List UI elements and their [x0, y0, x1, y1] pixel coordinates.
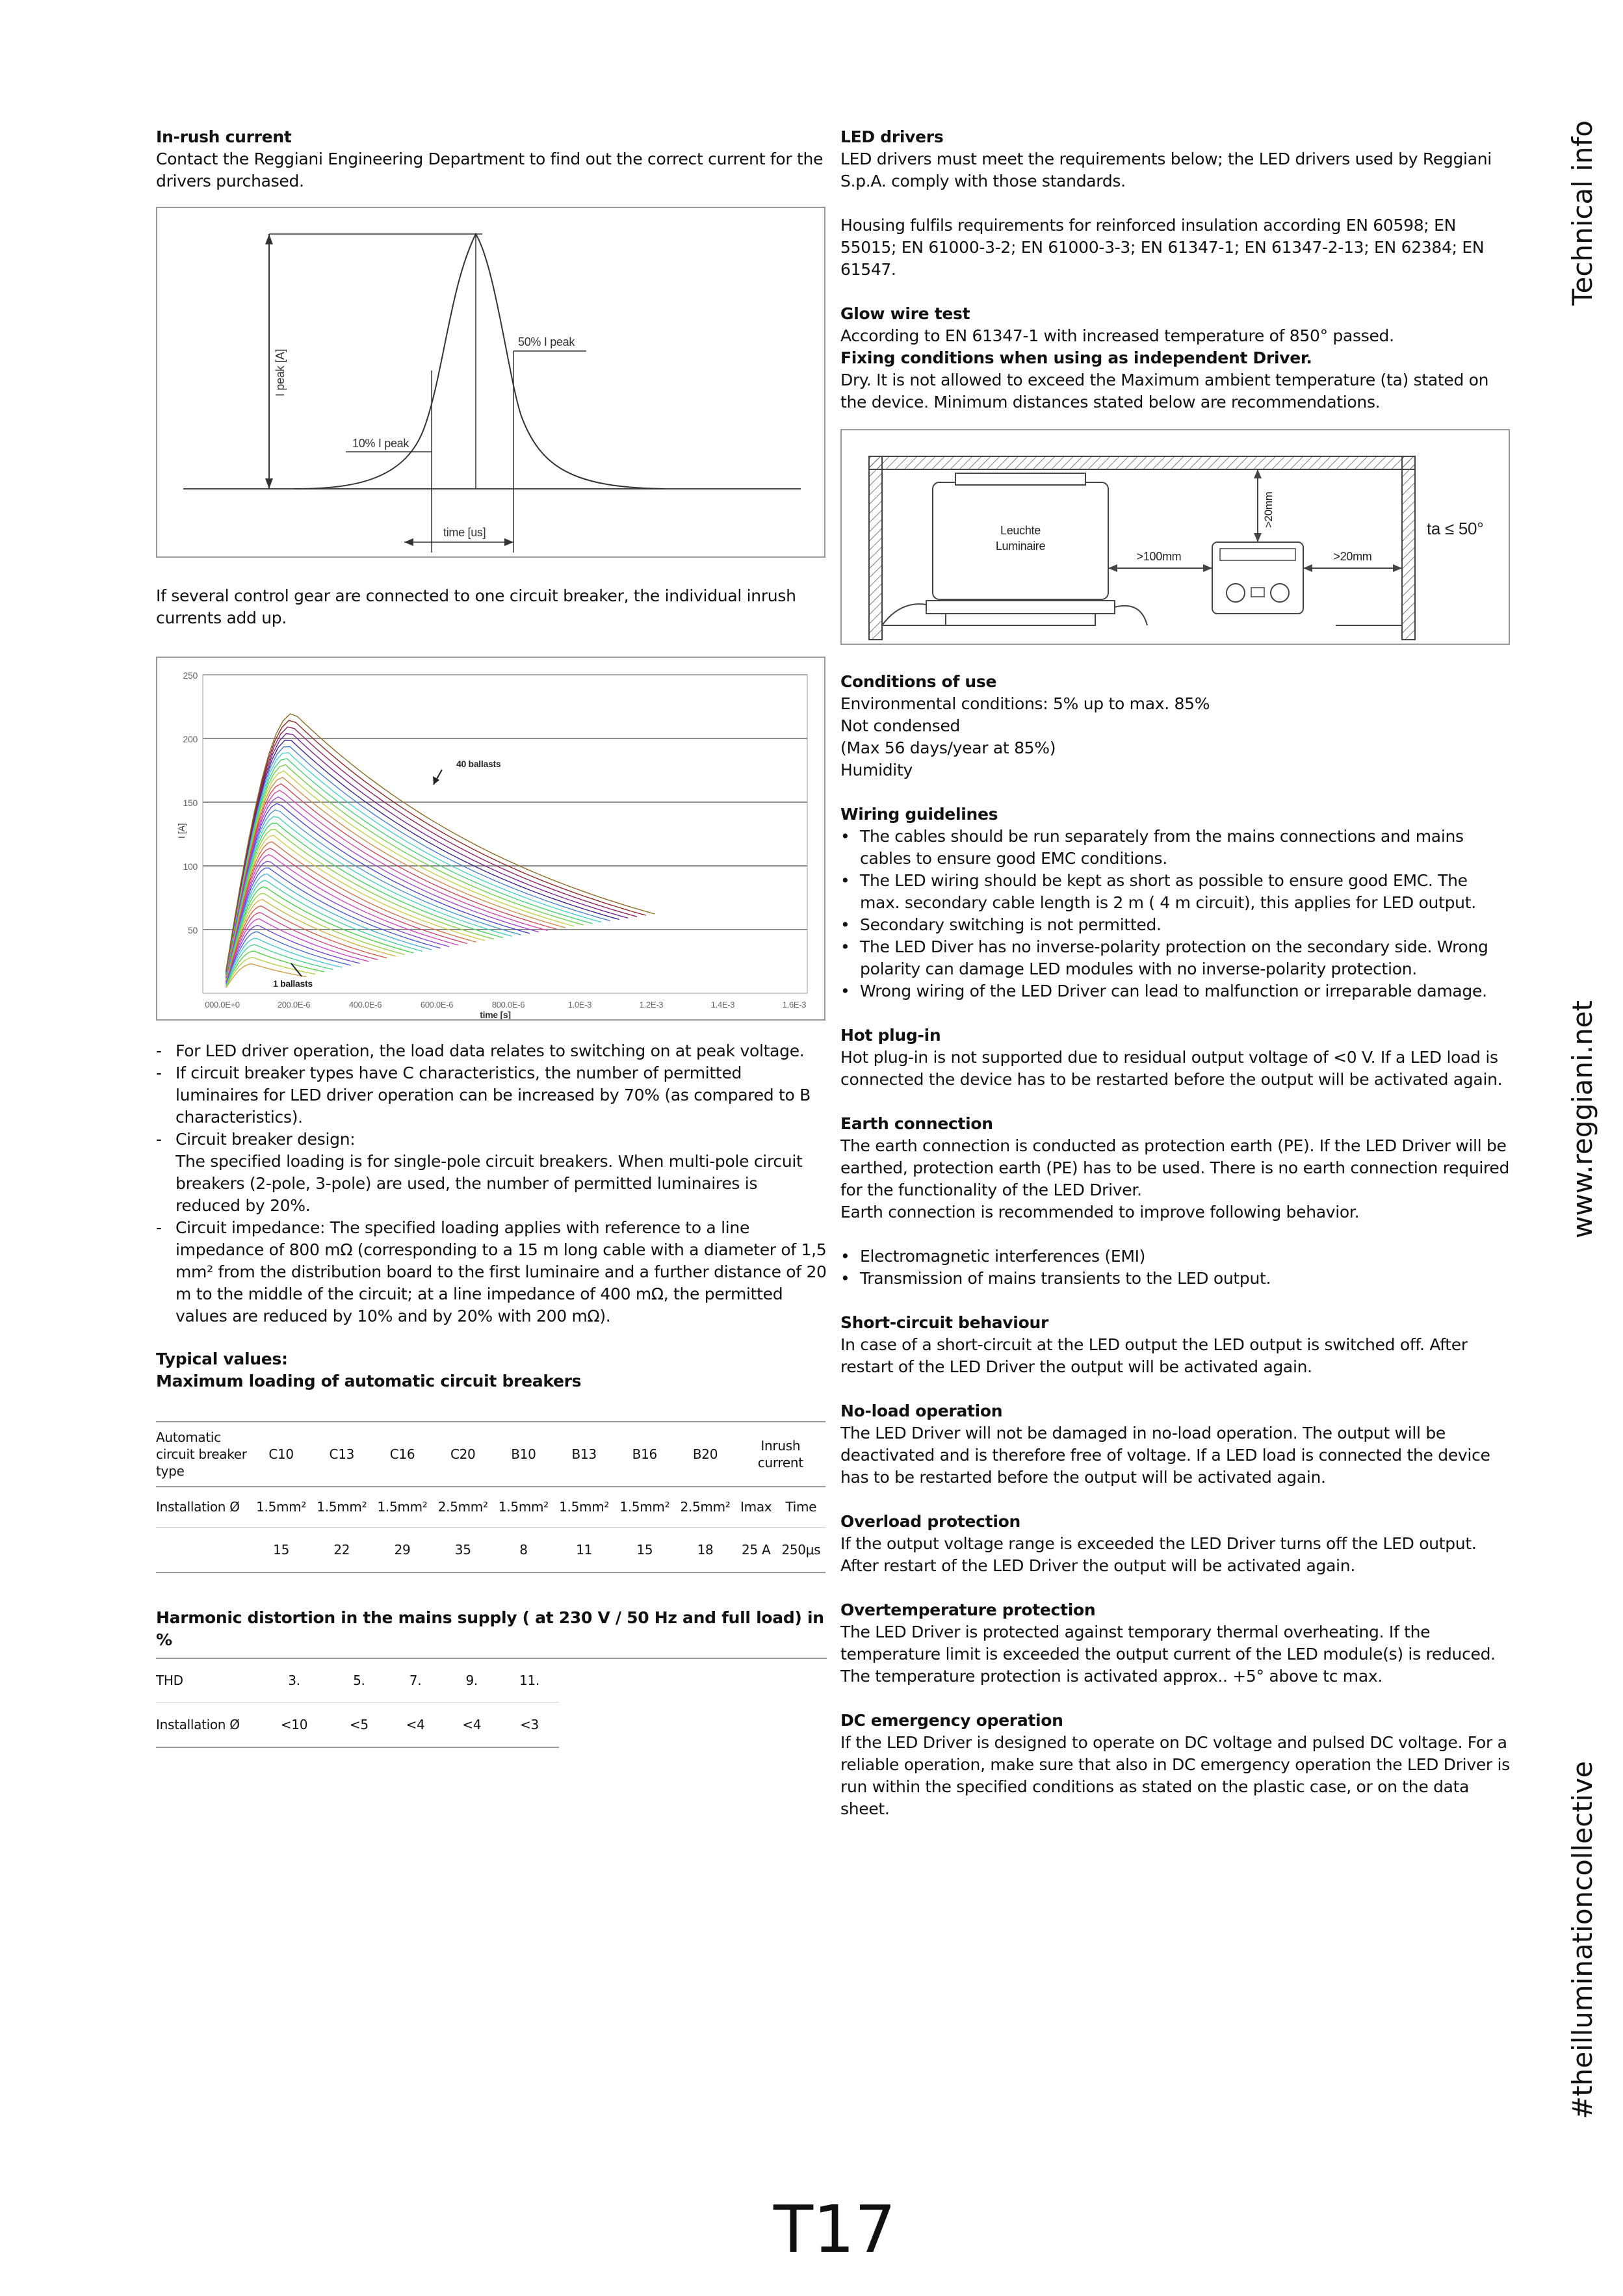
note-item: - Circuit impedance: The specified loading applies with reference to a line impedance of 800 mΩ (corresponding to a 15 m long cable with a diameter of 1,5 mm² from the distribution board to the first luminaire and a further distance of 20 m to the middle of the circuit; at a line impedance of 400 mΩ, the permitted values are reduced by 10% and by 20% with 200 mΩ). [156, 1217, 827, 1327]
hotplug-heading: Hot plug-in [840, 1026, 941, 1045]
noload-section [840, 1400, 1511, 1489]
conditions-line: (Max 56 days/year at 85%) [840, 738, 1056, 757]
earth-item: • Transmission of mains transients to the LED output. [840, 1268, 1511, 1290]
cable-section: 1.5mm² [317, 1499, 367, 1515]
breaker-type: B13 [571, 1446, 597, 1462]
note-subtext: The specified loading is for single-pole circuit breakers. When multi-pole circuit breakers (2-pole, 3-pole) are used, the number of permitted luminaires is reduced by 20%. [175, 1152, 803, 1215]
note-text: For LED driver operation, the load data relates to switching on at peak voltage. [175, 1041, 805, 1060]
inrush-text: Contact the Reggiani Engineering Department to find out the correct current for the drivers purchased. [156, 150, 824, 190]
ballast-curve [226, 753, 602, 972]
glow-section [840, 303, 1511, 413]
harmonic-value: <5 [349, 1716, 369, 1732]
ballast-ytick-200: 200 [183, 734, 198, 744]
ballast-xlabel: time [s] [480, 1010, 511, 1019]
conditions-line: Humidity [840, 761, 913, 779]
harmonic-order: 5. [353, 1672, 365, 1688]
overload-heading: Overload protection [840, 1512, 1020, 1531]
inrush-curve-svg [157, 208, 824, 556]
overload-text: If the output voltage range is exceeded the LED Driver turns off the LED output. After restart of the LED Driver the output will be activated again. [840, 1534, 1477, 1575]
overload-section [840, 1511, 1511, 1577]
inrush-label-50: 50% I peak [518, 335, 575, 348]
glow-heading: Glow wire test [840, 304, 970, 323]
earth-text: The earth connection is conducted as protection earth (PE). If the LED Driver will be earthed, protection earth (PE) has to be used. There is no earth connection required for the functionality of the LED Driver. [840, 1136, 1510, 1199]
breaker-type: B10 [511, 1446, 536, 1462]
ballast-ytick-50: 50 [188, 925, 198, 935]
harmonic-table [156, 1659, 559, 1748]
harmonic-heading: Harmonic distortion in the mains supply ( at 230 V / 50 Hz and full load) in % [156, 1608, 824, 1649]
breaker-value: 35 [454, 1541, 471, 1558]
ballast-chart [156, 657, 825, 1021]
standards-text: Housing fulfils requirements for reinforced insulation according EN 60598; EN 55015; EN 61000-3-2; EN 61000-3-3; EN 61347-1; EN 61347-2-13; EN 62384; EN 61547. [840, 216, 1485, 279]
typical-values [156, 1348, 827, 1392]
install-figure [840, 429, 1510, 645]
harmonic-heading-block [156, 1607, 827, 1659]
ballast-curve [226, 874, 432, 978]
shortcircuit-text: In case of a short-circuit at the LED output the LED output is switched off. After restart of the LED Driver the output will be activated again. [840, 1335, 1468, 1376]
left-column [156, 126, 827, 1748]
dist-100: >100mm [1136, 550, 1182, 563]
ballast-xtick-7: 1.4E-3 [710, 1000, 735, 1010]
right-column [840, 126, 1511, 1842]
wiring-item: • The LED Diver has no inverse-polarity protection on the secondary side. Wrong polarity can damage LED modules with no inverse-polarity protection. [840, 936, 1511, 980]
wiring-text: The cables should be run separately from the mains connections and mains cables to ensure good EMC conditions. [860, 827, 1464, 868]
note-item: - If circuit breaker types have C characteristics, the number of permitted luminaires for LED driver operation can be increased by 70% (as compared to B characteristics). [156, 1062, 827, 1128]
note-text: Circuit impedance: The specified loading applies with reference to a line impedance of 800 mΩ (corresponding to a 15 m long cable with a diameter of 1,5 mm² from the distribution board to the first luminaire and a further distance of 20 m to the middle of the circuit; at a line impedance of 400 mΩ, the permitted values are reduced by 10% and by 20% with 200 mΩ). [175, 1218, 827, 1325]
wiring-heading: Wiring guidelines [840, 805, 998, 824]
imax-value: 25 A [742, 1541, 771, 1558]
cable-section: 2.5mm² [680, 1499, 731, 1515]
ballast-ytick-250: 250 [183, 670, 198, 681]
ballast-curve [226, 829, 495, 976]
breaker-type: B16 [632, 1446, 657, 1462]
conditions-line: Not condensed [840, 716, 961, 735]
breaker-value: 8 [519, 1541, 528, 1558]
ballast-xtick-3: 600.0E-6 [420, 1000, 454, 1010]
ballast-curve [226, 919, 369, 982]
hotplug-section [840, 1024, 1511, 1091]
overtemp-section [840, 1599, 1511, 1688]
earth-section [840, 1113, 1511, 1290]
ballast-xtick-4: 800.0E-6 [491, 1000, 525, 1010]
earth-text-2: Earth connection is recommended to improve following behavior. [840, 1203, 1360, 1221]
notes-list [156, 1040, 827, 1327]
page-number: T17 [773, 2191, 896, 2267]
imax-label: Imax [740, 1499, 772, 1515]
dist-20-h: >20mm [1333, 550, 1372, 563]
thd-label: THD [156, 1672, 183, 1688]
ballast-ylabel: I [A] [176, 823, 187, 839]
install-label: Installation Ø [156, 1499, 240, 1515]
breaker-table [156, 1421, 825, 1573]
ballast-xtick-0: 000.0E+0 [205, 1000, 240, 1010]
harmonic-values-row [156, 1702, 559, 1747]
typical-heading: Typical values: [156, 1350, 288, 1368]
breaker-values-row [156, 1527, 825, 1572]
led-drivers-text: LED drivers must meet the requirements below; the LED drivers used by Reggiani S.p.A. comply with those standards. [840, 150, 1492, 190]
note-text: Circuit breaker design: [175, 1130, 356, 1149]
dc-section [840, 1710, 1511, 1820]
several-gear-text: If several control gear are connected to one circuit breaker, the individual inrush currents add up. [156, 586, 796, 627]
breaker-value: 11 [576, 1541, 593, 1558]
inrush-label-10: 10% I peak [352, 437, 409, 450]
breaker-type: C16 [389, 1446, 415, 1462]
overtemp-text: The LED Driver is protected against temporary thermal overheating. If the temperature limit is exceeded the output current of the LED module(s) is reduced. The temperature protection is activated approx.. +5° above tc max. [840, 1623, 1496, 1686]
harmonic-order-row [156, 1659, 559, 1702]
ballast-ann-1: 1 ballasts [273, 978, 313, 989]
breaker-value: 15 [636, 1541, 653, 1558]
led-drivers-heading: LED drivers [840, 127, 944, 146]
ballast-xtick-5: 1.0E-3 [567, 1000, 592, 1010]
luminaire-label-2: Luminaire [995, 540, 1046, 553]
breaker-type: C10 [268, 1446, 294, 1462]
harmonic-order: 9. [465, 1672, 478, 1688]
conditions-line: Environmental conditions: 5% up to max. 85% [840, 694, 1210, 713]
ballast-ytick-150: 150 [183, 798, 198, 808]
several-gear-block [156, 585, 827, 629]
glow-text: According to EN 61347-1 with increased temperature of 850° passed. [840, 326, 1394, 345]
wiring-text: The LED wiring should be kept as short as possible to ensure good EMC. The max. secondary cable length is 2 m ( 4 m circuit), this applies for LED output. [860, 871, 1476, 912]
overtemp-heading: Overtemperature protection [840, 1600, 1096, 1619]
harmonic-order: 7. [409, 1672, 422, 1688]
fixing-heading: Fixing conditions when using as independent Driver. [840, 348, 1312, 367]
sidebar-website[interactable]: www.reggiani.net [1566, 1000, 1598, 1238]
ballast-ytick-100: 100 [183, 861, 198, 872]
cable-section: 2.5mm² [437, 1499, 488, 1515]
harmonic-value: <10 [280, 1716, 308, 1732]
ballast-xtick-6: 1.2E-3 [639, 1000, 664, 1010]
breaker-type: B20 [692, 1446, 718, 1462]
luminaire-label-1: Leuchte [1000, 524, 1041, 537]
harmonic-order: 3. [288, 1672, 300, 1688]
harmonic-value: <3 [520, 1716, 539, 1732]
conditions-section [840, 671, 1511, 781]
conditions-heading: Conditions of use [840, 672, 997, 691]
note-item: - For LED driver operation, the load data relates to switching on at peak voltage. [156, 1040, 827, 1062]
inrush-section [156, 126, 827, 192]
wiring-text: Wrong wiring of the LED Driver can lead to malfunction or irreparable damage. [860, 982, 1487, 1000]
note-text: If circuit breaker types have C characteristics, the number of permitted luminaires for LED driver operation can be increased by 70% (as compared to B characteristics). [175, 1063, 811, 1127]
wiring-section [840, 803, 1511, 1002]
time-value: 250μs [781, 1541, 821, 1558]
dist-20-v: >20mm [1262, 491, 1275, 528]
breaker-value: 15 [273, 1541, 290, 1558]
sidebar-technical-info: Technical info [1566, 120, 1598, 306]
inrush-current-label: Inrush current [757, 1438, 803, 1470]
harmonic-install-label: Installation Ø [156, 1716, 240, 1732]
breaker-type: C20 [450, 1446, 476, 1462]
harmonic-value: <4 [462, 1716, 482, 1732]
cable-section: 1.5mm² [498, 1499, 549, 1515]
breaker-value: 22 [333, 1541, 350, 1558]
wiring-item: • Wrong wiring of the LED Driver can lead to malfunction or irreparable damage. [840, 980, 1511, 1002]
earth-item-text: Transmission of mains transients to the LED output. [860, 1269, 1271, 1288]
ballast-curve [226, 816, 512, 975]
cable-section: 1.5mm² [377, 1499, 428, 1515]
ballast-curve [226, 906, 387, 981]
wiring-item: • Secondary switching is not permitted. [840, 914, 1511, 936]
breaker-type: C13 [329, 1446, 355, 1462]
earth-item-text: Electromagnetic interferences (EMI) [860, 1247, 1146, 1266]
ballast-curve [226, 784, 557, 974]
cable-section: 1.5mm² [256, 1499, 307, 1515]
inrush-heading: In-rush current [156, 127, 292, 146]
ballast-ann-40: 40 ballasts [456, 759, 501, 769]
hotplug-text: Hot plug-in is not supported due to residual output voltage of <0 V. If a LED load is connected the device has to be restarted before the output will be activated again. [840, 1048, 1503, 1089]
typical-subheading: Maximum loading of automatic circuit breakers [156, 1372, 582, 1390]
ballast-chart-svg [157, 658, 824, 1019]
ballast-xtick-2: 400.0E-6 [348, 1000, 382, 1010]
breaker-install-row [156, 1487, 825, 1527]
breaker-header-row [156, 1422, 825, 1487]
cable-section: 1.5mm² [619, 1499, 670, 1515]
noload-text: The LED Driver will not be damaged in no-load operation. The output will be deactivated and is therefore free of voltage. If a LED load is connected the device has to be restarted before the output will be activated again. [840, 1424, 1490, 1487]
ballast-xtick-1: 200.0E-6 [277, 1000, 311, 1010]
sidebar-hashtag: #theilluminationcollective [1566, 1760, 1598, 2119]
shortcircuit-section [840, 1312, 1511, 1378]
inrush-figure [156, 207, 825, 558]
ballast-curve [226, 842, 476, 976]
wiring-text: Secondary switching is not permitted. [860, 915, 1162, 934]
standards-block [840, 215, 1511, 281]
wiring-text: The LED Diver has no inverse-polarity protection on the secondary side. Wrong polarity can damage LED modules with no inverse-polarity protection. [860, 937, 1488, 978]
harmonic-order: 11. [519, 1672, 539, 1688]
breaker-type-label: Automatic circuit breaker type [156, 1429, 247, 1479]
fixing-text: Dry. It is not allowed to exceed the Maximum ambient temperature (ta) stated on the device. Minimum distances stated below are recommendations. [840, 371, 1489, 411]
breaker-value: 29 [394, 1541, 411, 1558]
time-label: Time [785, 1499, 817, 1515]
cable-section: 1.5mm² [559, 1499, 610, 1515]
ta-label: ta ≤ 50° [1427, 519, 1484, 538]
shortcircuit-heading: Short-circuit behaviour [840, 1313, 1048, 1332]
ballast-xtick-8: 1.6E-3 [782, 1000, 807, 1010]
inrush-xlabel: time [us] [443, 526, 486, 539]
note-item: - Circuit breaker design: [156, 1128, 827, 1151]
harmonic-value: <4 [406, 1716, 425, 1732]
led-drivers-section [840, 126, 1511, 192]
wiring-item: • The LED wiring should be kept as short as possible to ensure good EMC. The max. secondary cable length is 2 m ( 4 m circuit), this applies for LED output. [840, 870, 1511, 914]
inrush-ylabel: I peak [A] [274, 348, 287, 397]
earth-item: • Electromagnetic interferences (EMI) [840, 1246, 1511, 1268]
ballast-plot-border [203, 675, 807, 993]
breaker-value: 18 [697, 1541, 714, 1558]
ballast-curve [226, 848, 467, 977]
earth-heading: Earth connection [840, 1114, 993, 1133]
dc-heading: DC emergency operation [840, 1711, 1063, 1730]
wiring-item: • The cables should be run separately from the mains connections and mains cables to ensure good EMC conditions. [840, 826, 1511, 870]
noload-heading: No-load operation [840, 1402, 1003, 1420]
dc-text: If the LED Driver is designed to operate on DC voltage and pulsed DC voltage. For a reliable operation, make sure that also in DC emergency operation the LED Driver is run within the specified conditions as stated on the plastic case, or on the data sheet. [840, 1733, 1510, 1818]
ballast-curve [226, 803, 530, 974]
install-figure-svg [842, 430, 1509, 644]
